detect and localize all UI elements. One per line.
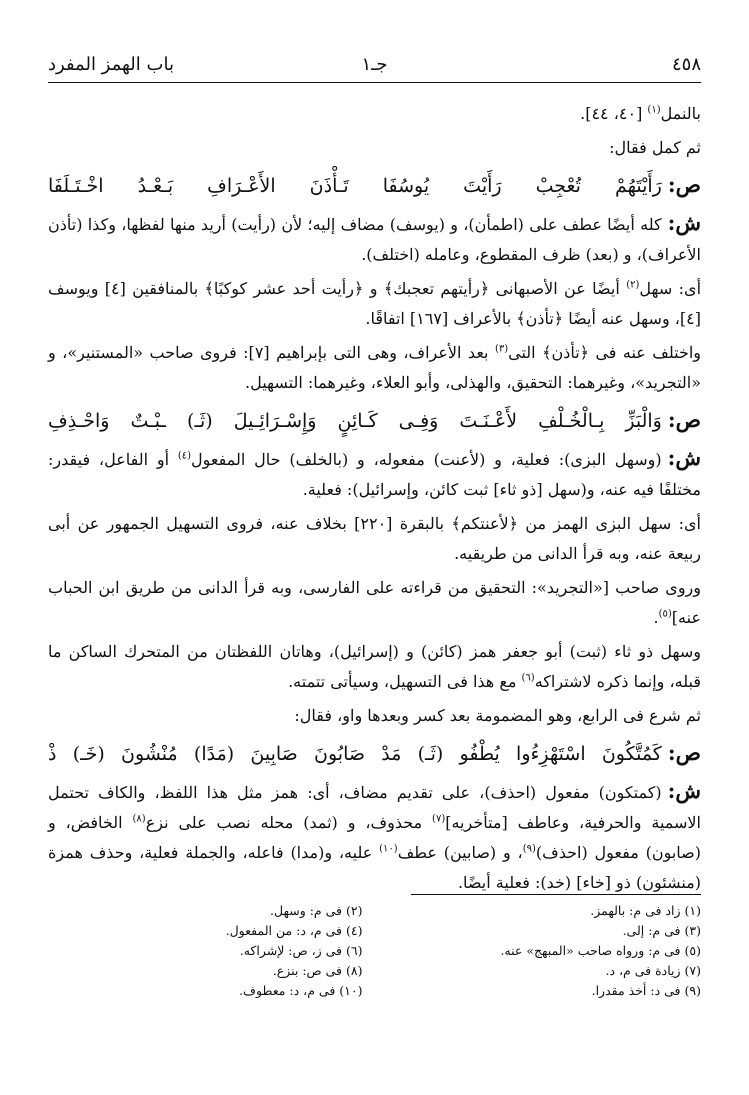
- footnote-ref: (٥): [658, 608, 672, 620]
- paragraph: وروى صاحب [«التجريد»: التحقيق من قراءته على الفارسى، وبه قرأ الدانى من طريق ابن الحباب عنه]$^{(٥)}$.: [48, 578, 701, 627]
- footnote: (٢) فى م: وسهل.: [270, 903, 363, 918]
- commentary: ش:(كمتكون) مفعول (احذف)، على تقديم مضاف، أى: همز مثل هذا اللفظ، والكاف تحتمل الاسمية والحرفية، وعاطف [متأخريه]$^{(٧)}$ محذوف، و (ثمد) محله نصب على نزع$^{(٨)}$ الخافض، و (صابون) مفعول (احذف)$^{(٩)}$، و (صابين) عطف$^{(١٠)}$ عليه، و(مدا) فاعله، والجملة فعلية، وحذف همزة (منشئون) ذو [خاء] (خد): فعلية أيضًا.: [48, 778, 702, 892]
- verse-text: وَالْبَزِّ بِـالْخُـلْفِ لأَعْـنَـتَ وَفِـى كَـائِنٍ وَإِسْـرَائِـيلَ (ثَـ) ـبْـتٌ وَاحْـذِفِ: [48, 410, 662, 432]
- footnote: (١) زاد فى م: بالهمز.: [590, 903, 701, 918]
- paragraph: وسهل ذو ثاء (ثبت) أبو جعفر همز (كائن) و (إسرائيل)، وهاتان اللفظتان من المتحرك الساكن ما قبله، وإنما ذكره لاشتراكه$^{(٦)}$ مع هذا فى التسهيل، وسيأتى تتمته.: [48, 642, 702, 691]
- verse-line: [48, 167, 701, 204]
- chapter-title: باب الهمز المفرد: [48, 54, 174, 75]
- footnote-ref: (٤): [177, 450, 192, 462]
- footnote-ref: (٩): [522, 843, 536, 855]
- paragraph: ثم شرع فى الرابع، وهو المضمومة بعد كسر وبعدها واو، فقال:: [294, 706, 701, 725]
- footnote-ref: (٢): [626, 279, 640, 291]
- paragraph: واختلف عنه فى ﴿تأذن﴾ التى$^{(٣)}$ بعد الأعراف، وهى التى بإبراهيم [٧]: فروى صاحب «المستنير»، و «التجريد»، وغيرهما: التحقيق، والهذلى، وأبو العلاء، وغيرهما: التسهيل.: [48, 343, 702, 392]
- commentary-tag: ش:: [667, 445, 701, 470]
- verse-line: [48, 402, 701, 439]
- footnote: (٨) فى ص: بنزع.: [272, 963, 363, 978]
- footnote-ref: (٨): [132, 813, 146, 825]
- footnotes: [48, 894, 701, 1001]
- footnote-list: [48, 901, 701, 1001]
- footnote: (١٠) فى م، د: معطوف.: [239, 983, 363, 998]
- footnote: (٦) فى ز، ص: لإشراكه.: [239, 943, 363, 958]
- footnote-ref: (٧): [432, 813, 446, 825]
- footnote-ref: (٦): [521, 672, 535, 684]
- footnote-divider: [411, 894, 701, 895]
- main-text: [48, 99, 701, 898]
- paragraph: ثم كمل فقال:: [609, 138, 701, 157]
- footnote: (٧) زيادة فى م، د.: [605, 963, 701, 978]
- page: [48, 52, 701, 1052]
- footnote-ref: (٣): [494, 343, 509, 355]
- volume-label: جـ١: [361, 54, 388, 75]
- verse-line: [48, 735, 701, 772]
- footnote-ref: (١): [647, 104, 661, 116]
- verse-tag: ص:: [667, 740, 701, 765]
- footnote: (٤) فى م، د: من المفعول.: [225, 923, 363, 938]
- commentary: ش:كله أيضًا عطف على (اطمأن)، و (يوسف) مضاف إليه؛ لأن (رأيت) أريد منها لفظها، وكذا (تأذن الأعراف)، و (بعد) ظرف المقطوع، وعامله (اختلف).: [48, 210, 701, 264]
- paragraph: أى: سهل البزى الهمز من ﴿لأعنتكم﴾ بالبقرة [٢٢٠] بخلاف عنه، فروى التسهيل الجمهور عن أبى ربيعة عنه، وبه قرأ الدانى من طريقيه.: [48, 514, 701, 563]
- commentary: ش:(وسهل البزى): فعلية، و (لأعنت) مفعوله، و (بالخلف) حال المفعول$^{(٤)}$ أو الفاعل، فيقدر: مختلفًا فيه عنه، و(سهل [ذو ثاء] ثبت كائن، وإسرائيل): فعلية.: [48, 445, 701, 499]
- verse-tag: ص:: [667, 407, 701, 432]
- footnote: (٣) فى م: إلى.: [622, 923, 701, 938]
- verse-text: كَمُتَّكُونَ اسْتَهْزِءُوا يُطْفُو (ثَـ) مَدْ صَابُونَ صَابِينَ (مَدًا) مُنْشُونَ (خَـ) ذْ: [48, 743, 662, 765]
- page-header: [48, 52, 701, 83]
- page-number: ٤٥٨: [671, 54, 701, 75]
- paragraph: بالنمل$^{(١)}$ [٤٠، ٤٤].: [580, 104, 701, 123]
- paragraph: أى: سهل$^{(٢)}$ أيضًا عن الأصبهانى ﴿رأيتهم تعجبك﴾ و ﴿رأيت أحد عشر كوكبًا﴾ بالمنافقين [٤] ويوسف [٤]، وسهل عنه أيضًا ﴿تأذن﴾ بالأعراف [١٦٧] اتفاقًا.: [48, 279, 702, 328]
- footnote: (٩) فى د: أخذ مقدرا.: [591, 983, 701, 998]
- commentary-tag: ش:: [667, 778, 701, 803]
- footnote: (٥) فى م: ورواه صاحب «المبهج» عنه.: [500, 943, 701, 958]
- verse-text: رَأَيْتَهُمْ تُعْجِبْ رَأَيْتَ يُوسُفَا تَـأْذَنَ الأَعْـرَافِ بَـعْـدُ اخْـتَـلَفَا: [48, 175, 662, 197]
- verse-tag: ص:: [667, 172, 701, 197]
- commentary-tag: ش:: [667, 210, 701, 235]
- footnote-ref: (١٠): [379, 843, 398, 855]
